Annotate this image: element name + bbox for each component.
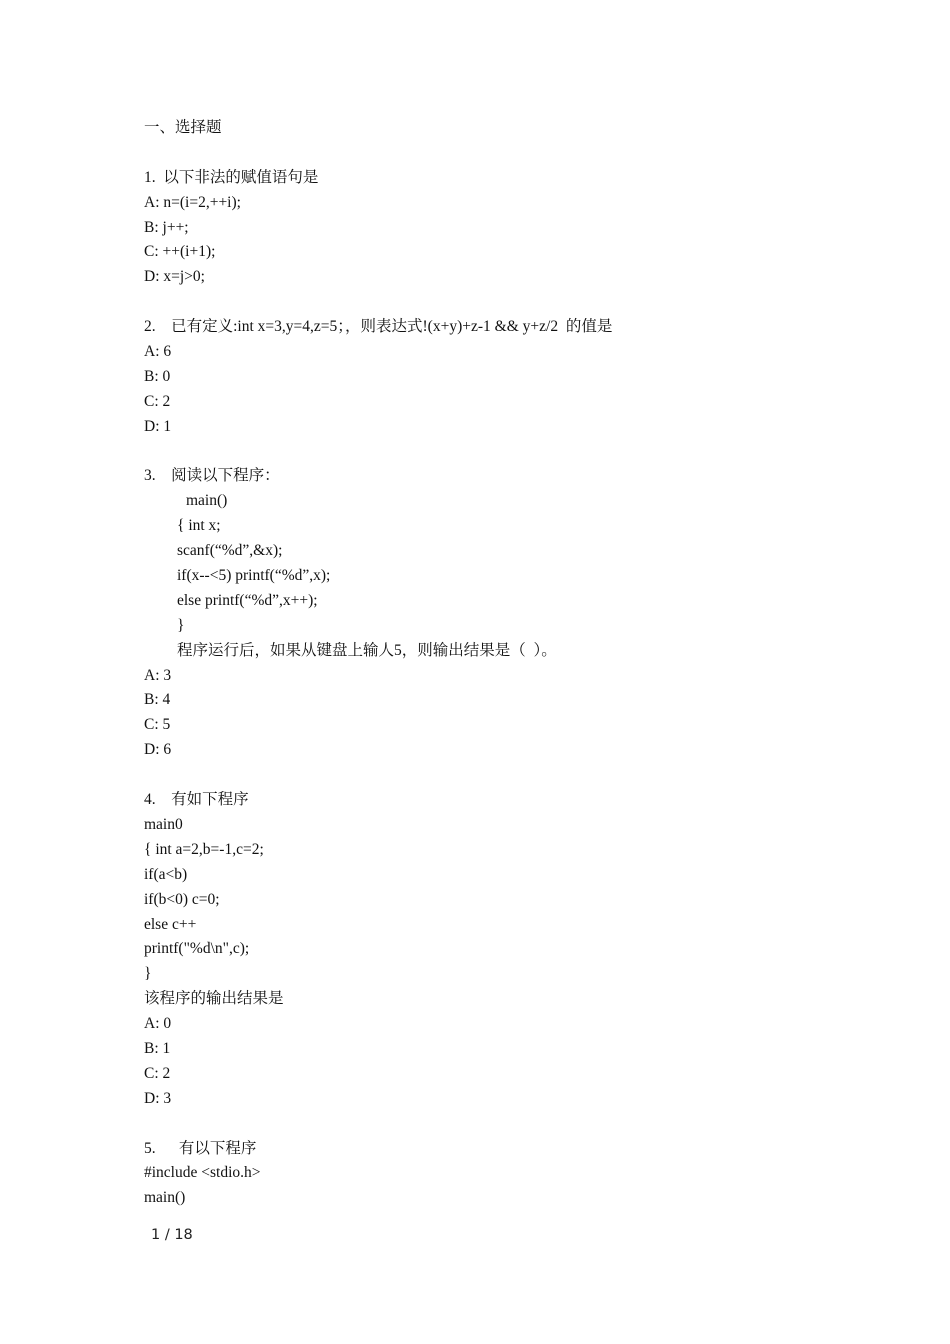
code-line: } [144,965,152,983]
code-line: if(a<b) [144,865,188,883]
code-line: { int a=2,b=-1,c=2; [144,840,264,858]
question-1 [144,166,844,290]
page-content [144,116,844,1211]
question-stem: 2. 已有定义:int x=3,y=4,z=5；，则表达式!(x+y)+z-1 && y+z/2 的值是 [144,318,613,336]
question-prompt: 程序运行后，如果从键盘上输人5，则输出结果是（ ）。 [177,641,557,659]
option-c: C: 5 [144,716,171,734]
question-4 [144,788,844,1112]
option-b: B: 0 [144,367,171,385]
question-3 [144,464,844,763]
option-a: A: 3 [144,666,172,684]
code-line: scanf(“%d”,&x); [177,542,283,560]
code-line: { int x; [177,517,221,535]
option-c: C: 2 [144,392,171,410]
code-line: if(b<0) c=0; [144,890,220,908]
option-d: D: 1 [144,417,172,435]
page-number: 1 / 18 [151,1227,193,1243]
option-a: A: 0 [144,1015,172,1033]
question-stem: 3. 阅读以下程序： [144,467,280,485]
question-prompt: 该程序的输出结果是 [144,990,284,1008]
code-line: if(x--<5) printf(“%d”,x); [177,567,331,585]
question-stem: 4. 有如下程序 [144,791,249,809]
code-line: } [177,616,185,634]
code-line: else c++ [144,915,197,933]
section-title: 一、选择题 [144,119,222,136]
option-c: C: ++(i+1); [144,243,216,261]
option-c: C: 2 [144,1064,171,1082]
code-line: main() [186,492,228,510]
option-d: D: x=j>0; [144,268,205,286]
code-line: main() [144,1189,186,1207]
code-line: main0 [144,815,183,833]
option-b: B: j++; [144,218,189,236]
option-a: A: n=(i=2,++i); [144,193,241,211]
question-2 [144,315,844,439]
code-line: printf("%d\n",c); [144,940,250,958]
option-b: B: 1 [144,1039,171,1057]
question-stem: 5. 有以下程序 [144,1139,257,1157]
option-b: B: 4 [144,691,171,709]
option-a: A: 6 [144,343,172,361]
code-line: else printf(“%d”,x++); [177,591,318,609]
question-stem: 1. 以下非法的赋值语句是 [144,168,319,186]
question-5 [144,1137,844,1212]
code-line: #include <stdio.h> [144,1164,261,1182]
option-d: D: 6 [144,741,172,759]
option-d: D: 3 [144,1089,172,1107]
